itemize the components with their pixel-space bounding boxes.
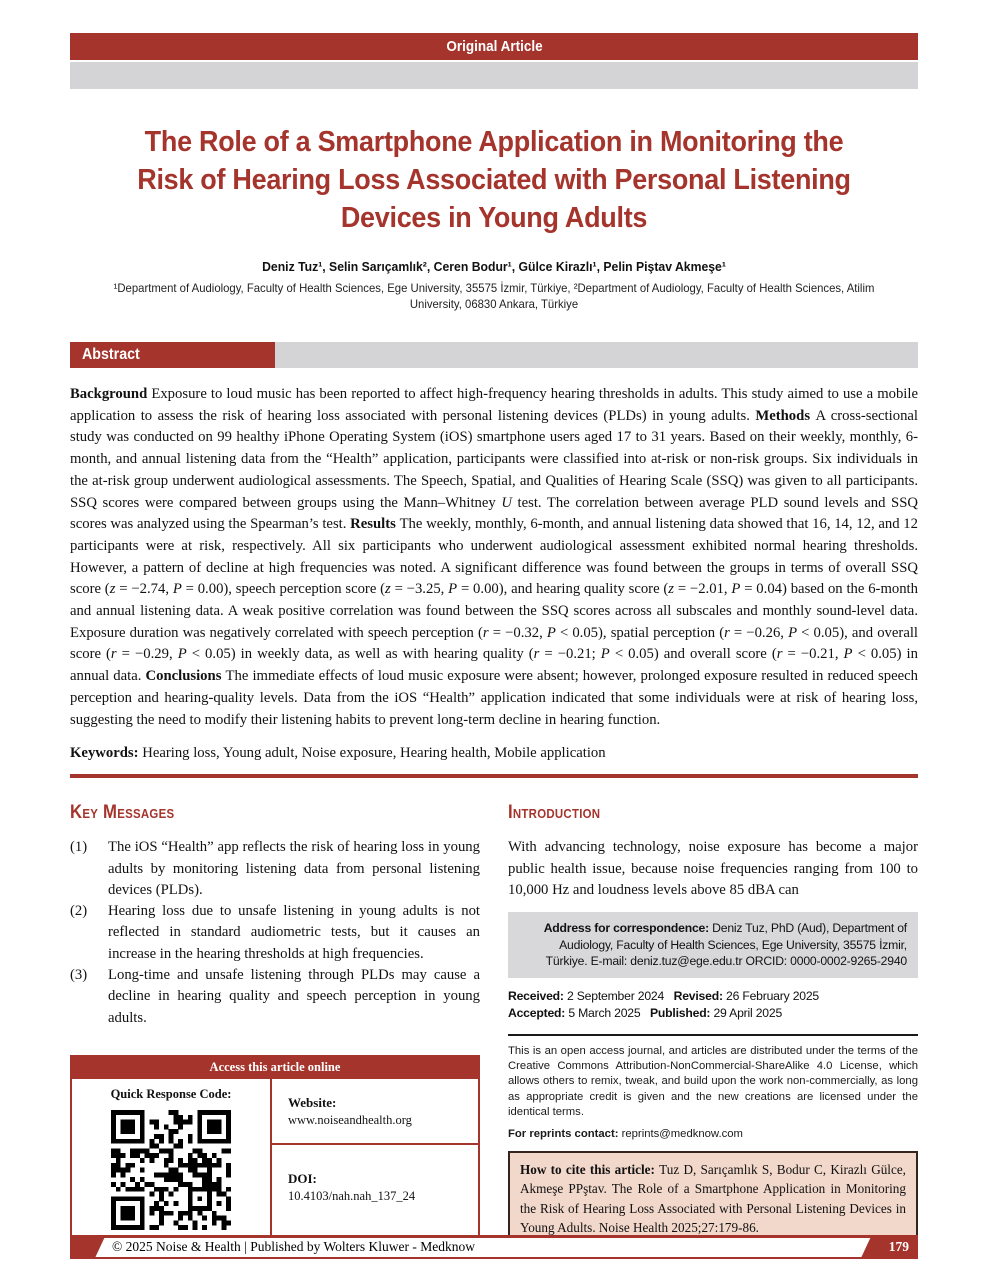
doi-value: 10.4103/nah.nah_137_24 xyxy=(288,1188,416,1203)
list-item-number: (3) xyxy=(70,967,88,984)
open-access-notice: This is an open access journal, and articles are distributed under the terms of the Creative Commons Attribution-NonCommercial-ShareAlike 4.0 License, which allows others to remix, tweak, and build upon the work non-commercially, as long as appropriate credit is given and the new creations are licensed under the identical terms. xyxy=(508,1044,918,1118)
website-value: www.noiseandhealth.org xyxy=(288,1112,412,1127)
page-footer xyxy=(70,1235,918,1259)
article-dates xyxy=(508,988,918,1023)
list-item xyxy=(70,837,480,901)
list-item xyxy=(70,901,480,965)
list-item xyxy=(70,965,480,1029)
qr-code-label: Quick Response Code: xyxy=(110,1086,232,1101)
doi-cell xyxy=(272,1145,478,1247)
footer-copyright: © 2025 Noise & Health | Published by Wolters Kluwer - Medknow xyxy=(112,1239,475,1254)
abstract-header xyxy=(70,342,918,368)
abstract-heading: Abstract xyxy=(81,346,140,363)
affiliations: ¹Department of Audiology, Faculty of Health Sciences, Ege University, 35575 İzmir, Türkiye, ²Department of Audiology, Faculty of Health Sciences, Atilim University, 06830 Ankara, Türkiye xyxy=(113,281,875,311)
dates-line-1: Received: 2 September 2024 Revised: 26 February 2025 xyxy=(508,988,820,1003)
page-number: 179 xyxy=(888,1239,909,1254)
access-article-online-box xyxy=(70,1055,480,1249)
access-box-header: Access this article online xyxy=(72,1057,478,1079)
abstract-text: Background Exposure to loud music has been reported to affect high-frequency hearing thresholds in adults. This study aimed to use a mobile application to assess the risk of hearing loss associated with personal listening devices (PLDs) in young adults. Methods A cross-sectional study was conducted on 99 healthy iPhone Operating System (iOS) smartphone users aged 17 to 31 years. Based on their weekly, monthly, 6-month, and annual listening data from the “Health” application, participants were classified into at-risk or non-risk groups. Six individuals in the at-risk group underwent audiological assessments. The Speech, Spatial, and Qualities of Hearing Scale (SSQ) was given to all participants. SSQ scores were compared between groups using the Mann–Whitney U test. The correlation between average PLD sound levels and SSQ scores was analyzed using the Spearman’s test. Results The weekly, monthly, 6-month, and annual listening data showed that 16, 14, 12, and 12 participants were at risk, respectively. All six participants who underwent audiological assessment exhibited normal hearing thresholds. However, a pattern of decline at high frequencies was noted. A significant difference was found between the groups in terms of overall SSQ score (z = −2.74, P = 0.00), speech perception score (z = −3.25, P = 0.00), and hearing quality score (z = −2.01, P = 0.04) based on the 6-month and annual listening data. A weak positive correlation was found between the SSQ scores across all subscales and monthly sound-level data. Exposure duration was negatively correlated with speech perception (r = −0.32, P < 0.05), spatial perception (r = −0.26, P < 0.05), and overall score (r = −0.29, P < 0.05) in weekly data, as well as with hearing quality (r = −0.21; P < 0.05) and overall score (r = −0.21, P < 0.05) in annual data. Conclusions The immediate effects of loud music exposure were absent; however, prolonged exposure resulted in reduced speech perception and hearing-quality levels. Data from the iOS “Health” application indicated that some individuals were at risk of hearing loss, suggesting the need to modify their listening habits to prevent long-term decline in hearing function. xyxy=(70,386,919,728)
list-item-number: (2) xyxy=(70,903,88,920)
article-type-label: Original Article xyxy=(445,38,543,55)
qr-code-icon xyxy=(76,1110,266,1235)
right-column xyxy=(508,802,918,1249)
list-item-number: (1) xyxy=(70,839,88,856)
left-column xyxy=(70,802,480,1249)
section-divider-rule xyxy=(70,774,918,778)
article-type-banner xyxy=(70,33,918,60)
website-label: Website: xyxy=(288,1094,337,1110)
introduction-heading: Introduction xyxy=(508,802,601,824)
open-access-divider xyxy=(508,1034,918,1036)
reprints-contact-line: For reprints contact: reprints@medknow.com xyxy=(508,1128,743,1141)
introduction-paragraph: With advancing technology, noise exposure has become a major public health issue, because noise frequencies ranging from 100 to 10,000 Hz and loudness levels above 85 dBA can xyxy=(508,839,918,898)
list-item-text: Long-time and unsafe listening through PLDs may cause a decline in hearing quality and speech perception in young adults. xyxy=(108,967,480,1026)
key-messages-heading: Key Messages xyxy=(70,802,175,824)
authors-line: Deniz Tuz¹, Selin Sarıçamlık², Ceren Bodur¹, Gülce Kirazlı¹, Pelin Piştav Akmeşe¹ xyxy=(262,259,726,274)
dates-line-2: Accepted: 5 March 2025 Published: 29 April 2025 xyxy=(508,1006,783,1021)
website-cell xyxy=(272,1079,478,1145)
abstract-label-box xyxy=(70,342,275,368)
keywords-line: Keywords: Hearing loss, Young adult, Noise exposure, Hearing health, Mobile application xyxy=(70,745,606,762)
list-item-text: Hearing loss due to unsafe listening in young adults is not reflected in standard audiometric tests, but it causes an increase in the hearing thresholds at high frequencies. xyxy=(108,903,480,962)
abstract-header-gray-bar xyxy=(275,342,918,368)
qr-code-cell xyxy=(72,1079,272,1247)
correspondence-box: Address for correspondence: Deniz Tuz, PhD (Aud), Department of Audiology, Faculty of Health Sciences, Ege University, 35575 İzmir, Türkiye. E-mail: deniz.tuz@ege.edu.tr ORCID: 0000-0002-9265-2940 xyxy=(508,912,918,978)
article-title: The Role of a Smartphone Application in Monitoring the Risk of Hearing Loss Associated with Personal Listening Devices in Young Adults xyxy=(137,126,851,234)
how-to-cite-box: How to cite this article: Tuz D, Sarıçamlık S, Bodur C, Kirazlı Gülce, Akmeşe PPştav. The Role of a Smartphone Application in Monitoring the Risk of Hearing Loss Associated with Personal Listening Devices in Young Adults. Noise Health 2025;27:179-86. xyxy=(508,1151,918,1246)
header-gray-bar xyxy=(70,62,918,89)
doi-label: DOI: xyxy=(288,1170,317,1186)
list-item-text: The iOS “Health” app reflects the risk of hearing loss in young adults by monitoring listening data from personal listening devices (PLDs). xyxy=(108,839,480,898)
